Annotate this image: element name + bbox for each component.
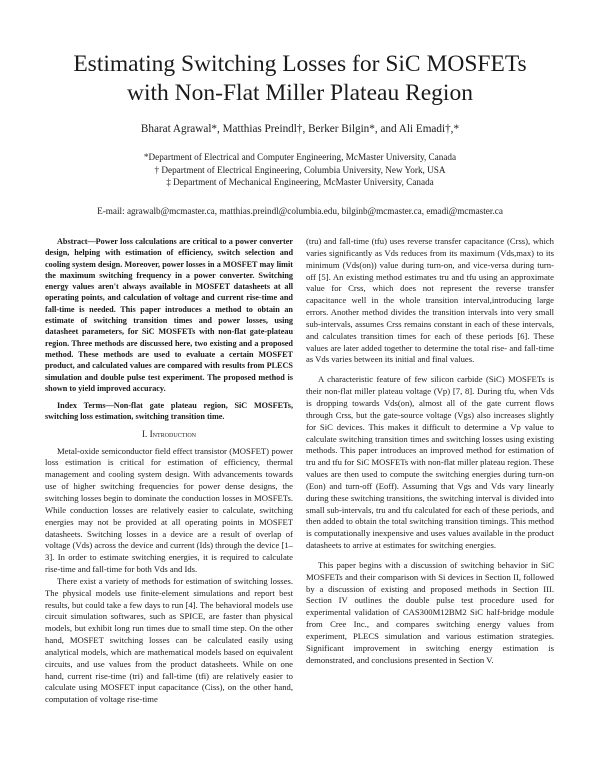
intro-paragraph-3: (tru) and fall-time (tfu) uses reverse transfer capacitance (Crss), which varies significantly as Vds reduces from its maximum (Vds,max) to its minimum (Vds(on)) value during turn-on, and vice-versa during turn-off [5]. An existing method estimates tru and tfu using an approximate value for Crss, which does not represent the reverse transfer capacitance well in the whole transition interval,introducing large errors. Another method divides the transition intervals into very small sub-intervals, assumes Crss remains constant in each of these intervals, and calculates transition times for each of these periods [6]. These values are later added together to determine the total rise- and fall-time as Vds varies between its initial and final values. [306,236,554,365]
title-line-1: Estimating Switching Losses for SiC MOSFETs [73,51,527,77]
title-line-2: with Non-Flat Miller Plateau Region [127,80,473,106]
affiliations [40,151,560,189]
right-column [306,236,554,667]
paper-title [40,50,560,108]
index-terms: Index Terms—Non-flat gate plateau region, SiC MOSFETs, switching loss estimation, switching transition time. [45,401,293,422]
left-column [45,236,293,706]
section-heading-introduction: I. Introduction [141,428,197,439]
affiliation-3: ‡ Department of Mechanical Engineering, McMaster University, Canada [166,177,434,188]
email-line: E-mail: agrawalb@mcmaster.ca, matthias.preindl@columbia.edu, bilginb@mcmaster.ca, emadi@mcmaster.ca [97,206,503,216]
affiliation-2: † Department of Electrical Engineering, Columbia University, New York, USA [154,164,446,175]
intro-paragraph-2: There exist a variety of methods for estimation of switching losses. The physical models use finite-element simulations and report best results, but could take a few days to run [4]. The behavioral models use circuit simulation softwares, such as SPICE, are faster than physical models, but exhibit long run times due to small time step. On the other hand, MOSFET switching losses can be calculated easily using analytical models, which are mathematical models based on equivalent circuits, and use values from the product datasheets. While on one hand, current rise-time (tri) and fall-time (tfi) are relatively easier to calculate using MOSFET input capacitance (Ciss), on the other hand, computation of voltage rise-time [45,575,293,705]
intro-paragraph-1: Metal-oxide semiconductor field effect transistor (MOSFET) power loss estimation is critical for estimation of efficiency, thermal management and cooling system design. With advancements towards use of higher switching frequencies for power dense designs, the switching losses begin to dominate the conduction losses in MOSFETs. While conduction losses are relatively easier to calculate, switching energies may not be provided at all operating points in MOSFET datasheets. Switching losses in a device are a result of overlap of voltage (Vds) across the device and current (Ids) through the device [1–3]. In order to estimate switching energies, it is required to calculate rise-time and fall-time for both Vds and Ids. [45,445,293,575]
affiliation-1: *Department of Electrical and Computer Engineering, McMaster University, Canada [143,152,457,162]
intro-paragraph-5: This paper begins with a discussion of switching behavior in SiC MOSFETs and their comparison with Si devices in Section II, followed by a discussion of existing and proposed methods in Section III. Section IV outlines the double pulse test procedure used for experimental validation of CAS300M12BM2 SiC half-bridge module from Cree Inc., and compares switching energy values from experiment, PLECS simulation and various estimation strategies. Significant improvement in switching energy estimation is demonstrated, and conclusions presented in Section V. [306,559,554,665]
abstract: Abstract—Power loss calculations are critical to a power converter design, helping with estimation of efficiency, switch selection and cooling system design. Moreover, power losses in a MOSFET may limit the maximum switching frequency in a power converter. Switching energy values aren't always available in MOSFET datasheets at all operating points, and calculation of voltage and current rise-time and fall-time is needed. This paper introduces a method to obtain an estimate of switching transition times and power losses, using datasheet parameters, for SiC MOSFETs with non-flat gate-plateau region. Three methods are discussed here, two existing and a proposed method. These methods are used to evaluate a certain MOSFET product, and calculated values are compared with results from PLECS simulation and double pulse test experiment. The proposed method is shown to yield improved accuracy. [45,237,293,393]
author-list: Bharat Agrawal*, Matthias Preindl†, Berker Bilgin*, and Ali Emadi†,* [140,123,460,135]
intro-paragraph-4: A characteristic feature of few silicon carbide (SiC) MOSFETs is their non-flat miller plateau voltage (Vp) [7, 8]. During tfu, when Vds is dropping towards Vds(on), almost all of the gate current flows through Crss, but the gate-source voltage (Vgs) also increases slightly for SiC devices. This makes it difficult to determine a Vp value to calculate switching transition times and switching losses using existing methods. This paper introduces an improved method for estimation of tru and tfu for SiC MOSFETs with non-flat miller plateau region. These values are then used to compute the switching energies during turn-on (Eon) and turn-off (Eoff). Assuming that Vgs and Vds vary linearly during these switching transitions, the switching interval is divided into small sub-intervals, tru and tfu calculated for each of these periods, and then added to obtain the total switching transition timings. This method is computationally inexpensive and uses values available in the product datasheets to arrive at estimates for switching energies. [306,374,554,551]
